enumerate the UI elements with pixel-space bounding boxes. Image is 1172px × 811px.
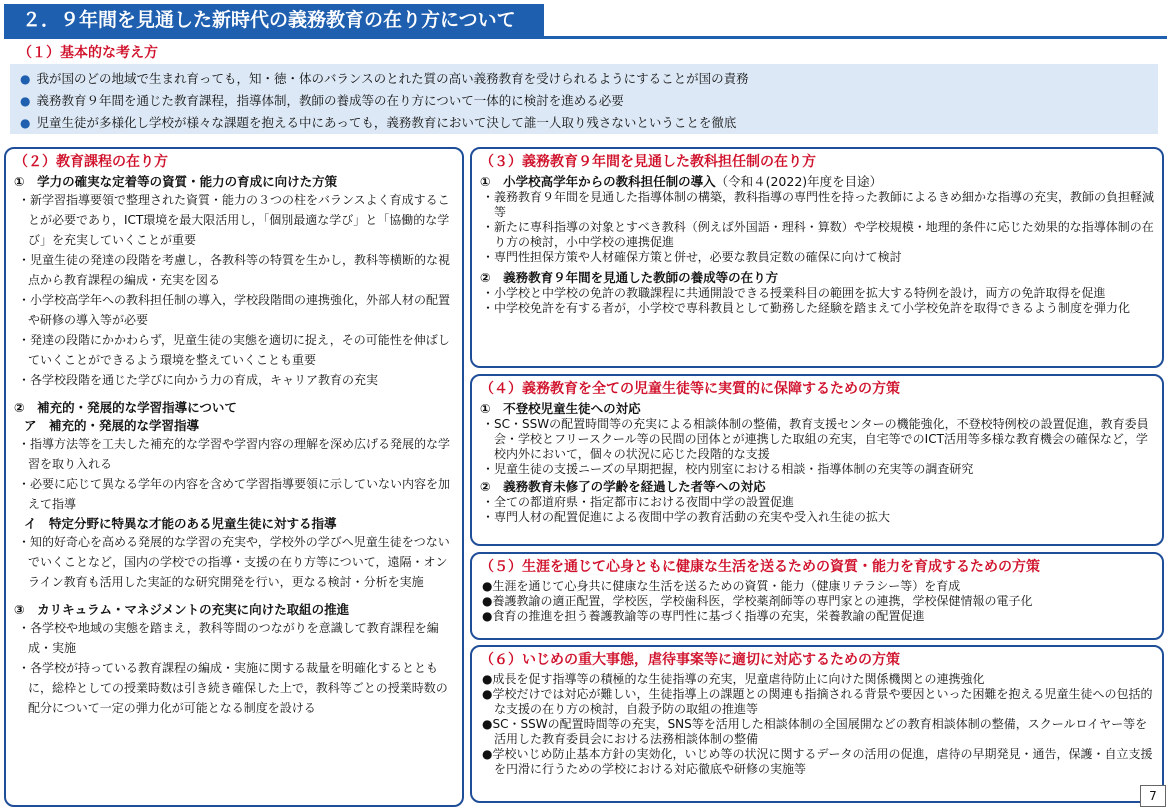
bullying-panel [470,645,1164,803]
list-item: ・新学習指導要領で整理された資質・能力の３つの柱をバランスよく育成することが必要であり，ICT環境を最大限活用し，「個別最適な学び」と「協働的な学び」を充実していくことが重要 [18,193,450,247]
list-item: ・中学校免許を有する者が，小学校で専科教員として勤務した経験を踏まえて小学校免許を取得できるよう制度を弾力化 [482,301,1131,315]
list-item: ・児童生徒の発達の段階を考慮し，各教科等の特質を生かし，教科等横断的な視点から教育課程の編成・充実を図る [18,253,451,287]
list-item: ・各学校や地域の実態を踏まえ，教科等間のつながりを意識して教育課程を編成・実施 [18,621,439,655]
subject-teacher-heading: （３）義務教育９年間を見通した教科担任制の在り方 [480,154,816,170]
subsection-title: イ 特定分野に特異な才能のある児童生徒に対する指導 [24,516,337,531]
health-heading: （５）生涯を通じて心身ともに健康な生活を送るための資質・能力を育成するための方策 [480,559,1040,575]
list-item: ・児童生徒の支援ニーズの早期把握，校内別室における相談・指導体制の充実等の調査研究 [482,462,974,476]
curriculum-panel [4,147,464,807]
bullet-icon: ● [20,116,31,130]
curriculum-heading: （２）教育課程の在り方 [14,154,168,170]
list-item: ・全ての都道府県・指定都市における夜間中学の設置促進 [482,495,795,509]
list-item: ・知的好奇心を高める発展的な学習の充実や，学校外の学びへ児童生徒をつないでいくことなど，国内の学校での指導・支援の在り方等について，遠隔・オンライン教育も活用した実証的な研究開発を行い，更なる検討・分析を実施 [18,535,450,589]
list-item: ・専門人材の配置促進による夜間中学の教育活動の充実や受入れ生徒の拡大 [482,510,891,524]
basic-item: ● 義務教育９年間を通じた教育課程，指導体制，教師の養成等の在り方について一体的に検討を進める必要 [20,93,624,108]
list-item: ・小学校高学年への教科担任制の導入，学校段階間の連携強化，外部人材の配置や研修の導入等が必要 [18,293,451,327]
list-item: ●食育の推進を担う養護教諭等の専門性に基づく指導の充実，栄養教諭の配置促進 [482,609,925,623]
subsection-title: ア 補充的・発展的な学習指導 [24,418,200,433]
title-underline [4,36,1167,39]
page-title: ２．９年間を見通した新時代の義務教育の在り方について [4,4,544,36]
subsection-title: ③ カリキュラム・マネジメントの充実に向けた取組の推進 [14,602,350,617]
subsection-title: ② 義務教育未修了の学齢を経過した者等への対応 [480,479,766,494]
list-item: ・必要に応じて異なる学年の内容を含めて学習指導要領に示していない内容を加えて指導 [18,477,451,511]
bullet-icon: ● [20,72,31,86]
list-item: ●成長を促す指導等の積極的な生徒指導の充実，児童虐待防止に向けた関係機関との連携強化 [482,672,985,686]
list-item: ・各学校段階を通じた学びに向かう力の育成，キャリア教育の充実 [18,373,379,387]
health-panel [470,552,1164,640]
subsection-title: ② 補充的・発展的な学習指導について [14,400,237,415]
list-item: ・新たに専科指導の対象とすべき教科（例えば外国語・理科・算数）や学校規模・地理的条件に応じた効果的な指導体制の在り方の検討，小中学校の連携促進 [482,220,1154,249]
list-item: ●学校だけでは対応が難しい，生徒指導上の課題との関連も指摘される背景や要因といった困難を抱える児童生徒への包括的な支援の在り方の検討，自殺予防の取組の推進等 [482,687,1153,716]
subsection-title: ① 学力の確実な定着等の資質・能力の育成に向けた方策 [14,174,338,189]
list-item: ・SC・SSWの配置時間等の充実による相談体制の整備，教育支援センターの機能強化，不登校特例校の設置促進，教育委員会・学校とフリースクール等の民間の団体とが連携した取組の充実，自宅等でのICT活用等多様な教育機会の確保など，学校内外において，個々の状況に応じた段階的な支援 [482,417,1149,461]
list-item: ●SC・SSWの配置時間等の充実，SNS等を活用した相談体制の全国展開などの教育相談体制の整備，スクールロイヤー等を活用した教育委員会における法務相談体制の整備 [482,717,1148,746]
subsection-title: ② 義務教育９年間を見通した教師の養成等の在り方 [480,270,779,285]
basic-item: ● 我が国のどの地域で生まれ育っても，知・徳・体のバランスのとれた質の高い義務教育を受けられるようにすることが国の責務 [20,71,749,86]
list-item: ●生涯を通じて心身共に健康な生活を送るための資質・能力（健康リテラシー等）を育成 [482,579,961,593]
list-item: ・義務教育９年間を見通した指導体制の構築，教科指導の専門性を持った教師によるきめ細かな指導の充実，教師の負担軽減等 [482,190,1155,219]
bullying-heading: （６）いじめの重大事態，虐待事案等に適切に対応するための方策 [480,652,900,668]
list-item: ●養護教諭の適正配置，学校医，学校歯科医，学校薬剤師等の専門家との連携，学校保健情報の電子化 [482,594,1033,608]
list-item: ・指導方法等を工夫した補充的な学習や学習内容の理解を深め広げる発展的な学習を取り入れる [18,437,451,471]
basic-heading: （１）基本的な考え方 [18,45,158,61]
guarantee-heading: （４）義務教育を全ての児童生徒等に実質的に保障するための方策 [480,381,900,397]
list-item: ●学校いじめ防止基本方針の実効化，いじめ等の状況に関するデータの活用の促進，虐待の早期発見・通告，保護・自立支援を円滑に行うための学校における対応徹底や研修の実施等 [482,747,1153,776]
bullet-icon: ● [20,94,31,108]
list-item: ・発達の段階にかかわらず，児童生徒の実態を適切に捉え，その可能性を伸ばしていくことができるよう環境を整えていくことも重要 [18,333,450,367]
guarantee-panel [470,374,1164,546]
basic-item: ● 児童生徒が多様化し学校が様々な課題を抱える中にあっても，義務教育において決して誰一人取り残さないということを徹底 [20,115,737,130]
list-item: ・小学校と中学校の免許の教職課程に共通開設できる授業科目の範囲を拡大する特例を設け，両方の免許取得を促進 [482,286,1106,300]
basic-principles-box [10,64,1158,134]
list-item: ・専門性担保方策や人材確保方策と併せ，必要な教員定数の確保に向けて検討 [482,250,902,264]
subsection-title: ① 小学校高学年からの教科担任制の導入（令和４(2022)年度を目途） [480,174,883,189]
subsection-title: ① 不登校児童生徒への対応 [480,401,641,416]
subject-teacher-panel [470,147,1164,368]
page-number: 7 [1140,785,1166,807]
list-item: ・各学校が持っている教育課程の編成・実施に関する裁量を明確化するとともに，総枠としての授業時数は引き続き確保した上で，教科等ごとの授業時数の配分について一定の弾力化が可能となる制度を設ける [18,661,448,715]
